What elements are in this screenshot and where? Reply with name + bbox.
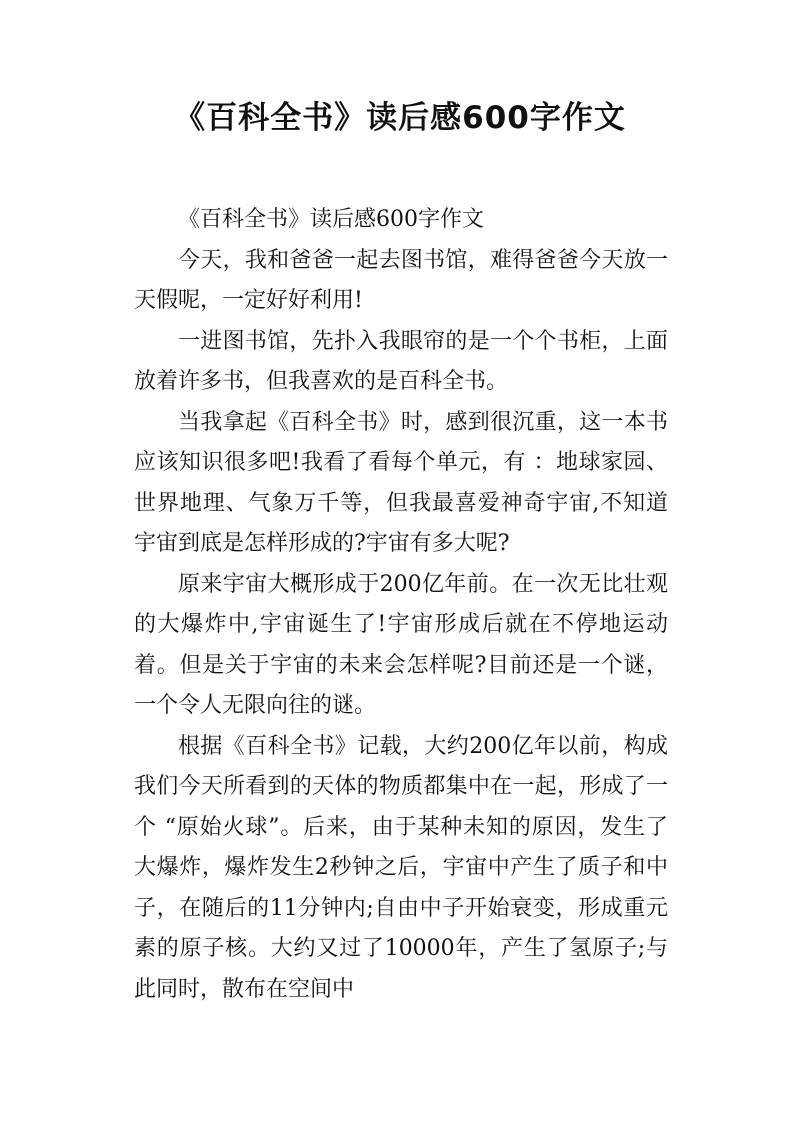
paragraph-big-bang: 根据《百科全书》记载，大约200亿年以前，构成我们今天所看到的天体的物质都集中在一起，形成了一个 “原始火球”。后来，由于某种未知的原因，发生了大爆炸，爆炸发生2秒钟之后，宇宙中产生了质子和中子，在随后的11分钟内;自由中子开始衰变，形成重元素的原子核。大约又过了10000年，产生了氢原子;与此同时，散布在空间中 [134,733,668,1002]
document-title: 《百科全书》读后感600字作文 [174,100,626,136]
paragraph-library-visit: 今天，我和爸爸一起去图书馆，难得爸爸今天放一天假呢，一定好好利用! [134,247,668,313]
paragraph-encyclopedia: 当我拿起《百科全书》时，感到很沉重，这一本书应该知识很多吧!我看了看每个单元，有 ：地球家园、世界地理、气象万千等，但我最喜爱神奇宇宙,不知道宇宙到底是怎样形成的?宇宙有多大呢? [134,409,668,556]
paragraph-bookshelf: 一进图书馆，先扑入我眼帘的是一个个书柜，上面放着许多书，但我喜欢的是百科全书。 [134,328,668,394]
paragraph-universe-origin: 原来宇宙大概形成于200亿年前。在一次无比壮观的大爆炸中,宇宙诞生了!宇宙形成后就在不停地运动着。但是关于宇宙的未来会怎样呢?目前还是一个谜，一个令人无限向往的谜。 [134,571,668,718]
document-body [134,200,668,1010]
paragraph-subtitle: 《百科全书》读后感600字作文 [178,207,484,232]
